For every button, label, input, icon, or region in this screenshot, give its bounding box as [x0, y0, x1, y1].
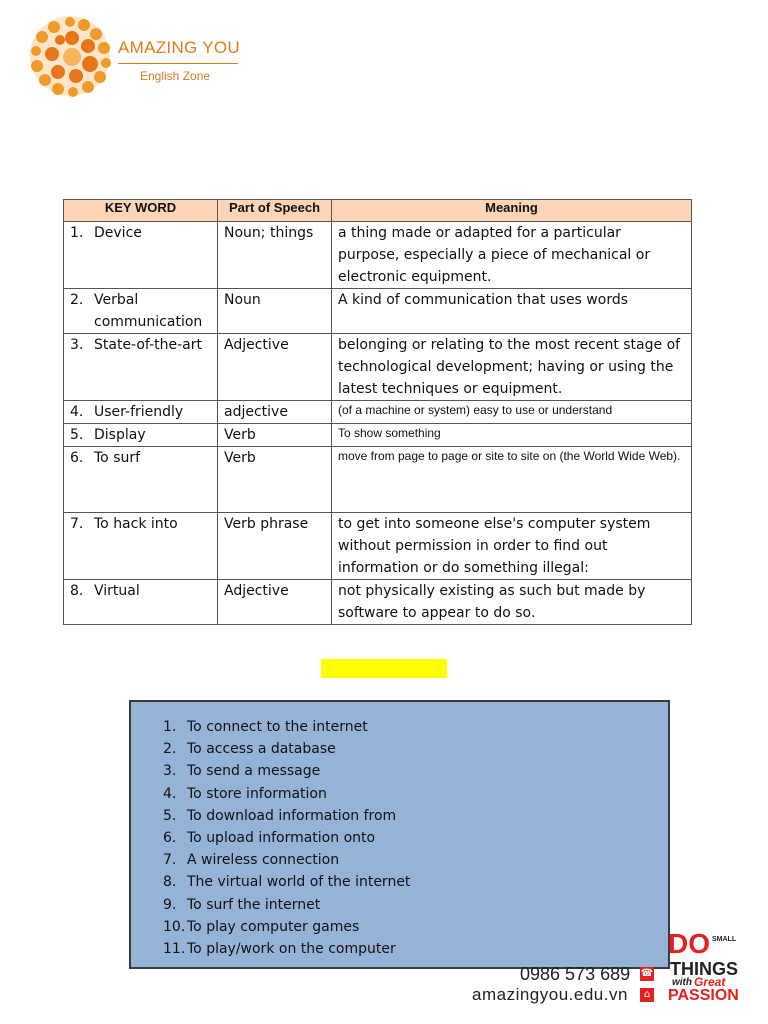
row-number: 6.	[70, 450, 84, 466]
phone-icon: ☎	[640, 968, 654, 979]
list-item	[163, 760, 410, 782]
list-number: 3.	[163, 763, 177, 780]
list-text: To play computer games	[187, 918, 360, 935]
list-item	[163, 938, 410, 960]
list-number: 7.	[163, 852, 177, 869]
keyword-cell	[64, 289, 218, 334]
yellow-highlight	[321, 659, 447, 678]
list-text: The virtual world of the internet	[187, 874, 411, 891]
list-text: To send a message	[187, 763, 321, 780]
part-of-speech: Adjective	[218, 580, 332, 625]
list-item	[163, 827, 410, 849]
meaning: move from page to page or site to site on (the World Wide Web).	[332, 447, 692, 513]
table-row	[64, 513, 692, 580]
part-of-speech: Adjective	[218, 334, 332, 401]
keyword: Virtual	[94, 583, 140, 599]
row-number: 1.	[70, 225, 84, 241]
row-number: 4.	[70, 404, 84, 420]
part-of-speech: Noun; things	[218, 222, 332, 289]
list-number: 8.	[163, 874, 177, 891]
slogan-do: DO	[668, 928, 710, 959]
table-row	[64, 289, 692, 334]
list-item	[163, 783, 410, 805]
brand-name: AMAZING YOU	[118, 38, 241, 57]
list-text: A wireless connection	[187, 852, 340, 869]
header-meaning: Meaning	[332, 200, 692, 222]
list-item	[163, 738, 410, 760]
slogan-great: Great	[694, 975, 726, 989]
meaning: belonging or relating to the most recent stage of technological development; having or using the latest techniques or equipment.	[332, 334, 692, 401]
row-number: 2.	[70, 292, 84, 308]
keyword: User-friendly	[94, 404, 184, 420]
part-of-speech: Noun	[218, 289, 332, 334]
list-number: 5.	[163, 807, 177, 824]
list-text: To play/work on the computer	[187, 941, 396, 958]
meaning: to get into someone else's computer system without permission in order to find out information or do something illegal:	[332, 513, 692, 580]
list-number: 11.	[163, 941, 186, 958]
brand-subtitle: English Zone	[140, 69, 211, 83]
part-of-speech: Verb	[218, 424, 332, 447]
row-number: 3.	[70, 337, 84, 353]
row-number: 7.	[70, 516, 84, 532]
row-number: 8.	[70, 583, 84, 599]
table-header-row	[64, 200, 692, 222]
table-row	[64, 334, 692, 401]
keyword: Device	[94, 225, 142, 241]
list-text: To surf the internet	[187, 896, 321, 913]
list-text: To connect to the internet	[187, 719, 368, 735]
table-row	[64, 447, 692, 513]
row-number: 5.	[70, 427, 84, 443]
brand-block	[118, 38, 240, 58]
keyword-cell	[64, 447, 218, 513]
keyword: To hack into	[94, 516, 178, 532]
keyword-cell	[64, 580, 218, 625]
keyword-cell	[64, 334, 218, 401]
part-of-speech: Verb	[218, 447, 332, 513]
footer-website: amazingyou.edu.vn	[472, 985, 628, 1004]
keyword-cell	[64, 513, 218, 580]
keyword: Verbal communication	[94, 292, 203, 330]
phrase-list-box	[129, 700, 670, 969]
phrase-list	[163, 716, 410, 960]
brand-divider	[118, 63, 238, 64]
table-row	[64, 222, 692, 289]
meaning: A kind of communication that uses words	[332, 289, 692, 334]
list-text: To download information from	[187, 807, 397, 824]
slogan-things: THINGS	[670, 959, 739, 979]
list-number: 6.	[163, 830, 177, 847]
list-item	[163, 849, 410, 871]
meaning: To show something	[332, 424, 692, 447]
list-item	[163, 871, 410, 893]
meaning: (of a machine or system) easy to use or understand	[332, 401, 692, 424]
list-number: 4.	[163, 785, 177, 802]
list-number: 9.	[163, 896, 177, 913]
amazing-you-logo	[28, 14, 112, 98]
slogan-small: SMALL	[712, 936, 737, 943]
list-item	[163, 916, 410, 938]
list-number: 2.	[163, 741, 177, 758]
keyword: State-of-the-art	[94, 337, 203, 353]
keyword-cell	[64, 424, 218, 447]
slogan-passion: PASSION	[668, 987, 739, 1004]
list-text: To store information	[187, 785, 327, 802]
table-row	[64, 424, 692, 447]
home-icon: ⌂	[640, 988, 654, 1002]
list-text: To upload information onto	[187, 830, 376, 847]
meaning: a thing made or adapted for a particular purpose, especially a piece of mechanical or electronic equipment.	[332, 222, 692, 289]
list-item	[163, 716, 410, 738]
list-item	[163, 894, 410, 916]
table-row	[64, 401, 692, 424]
list-item	[163, 805, 410, 827]
keyword-cell	[64, 401, 218, 424]
list-text: To access a database	[187, 741, 336, 758]
keyword-cell	[64, 222, 218, 289]
header-keyword: KEY WORD	[64, 200, 218, 222]
keyword: To surf	[94, 450, 141, 466]
footer-phone: 0986 573 689	[520, 964, 631, 984]
slogan-with: with	[672, 977, 692, 988]
header-part-of-speech: Part of Speech	[218, 200, 332, 222]
table-row	[64, 580, 692, 625]
part-of-speech: adjective	[218, 401, 332, 424]
list-number: 1.	[163, 719, 177, 735]
part-of-speech: Verb phrase	[218, 513, 332, 580]
meaning: not physically existing as such but made by software to appear to do so.	[332, 580, 692, 625]
keyword: Display	[94, 427, 146, 443]
list-number: 10.	[163, 918, 186, 935]
vocabulary-table	[63, 199, 692, 625]
